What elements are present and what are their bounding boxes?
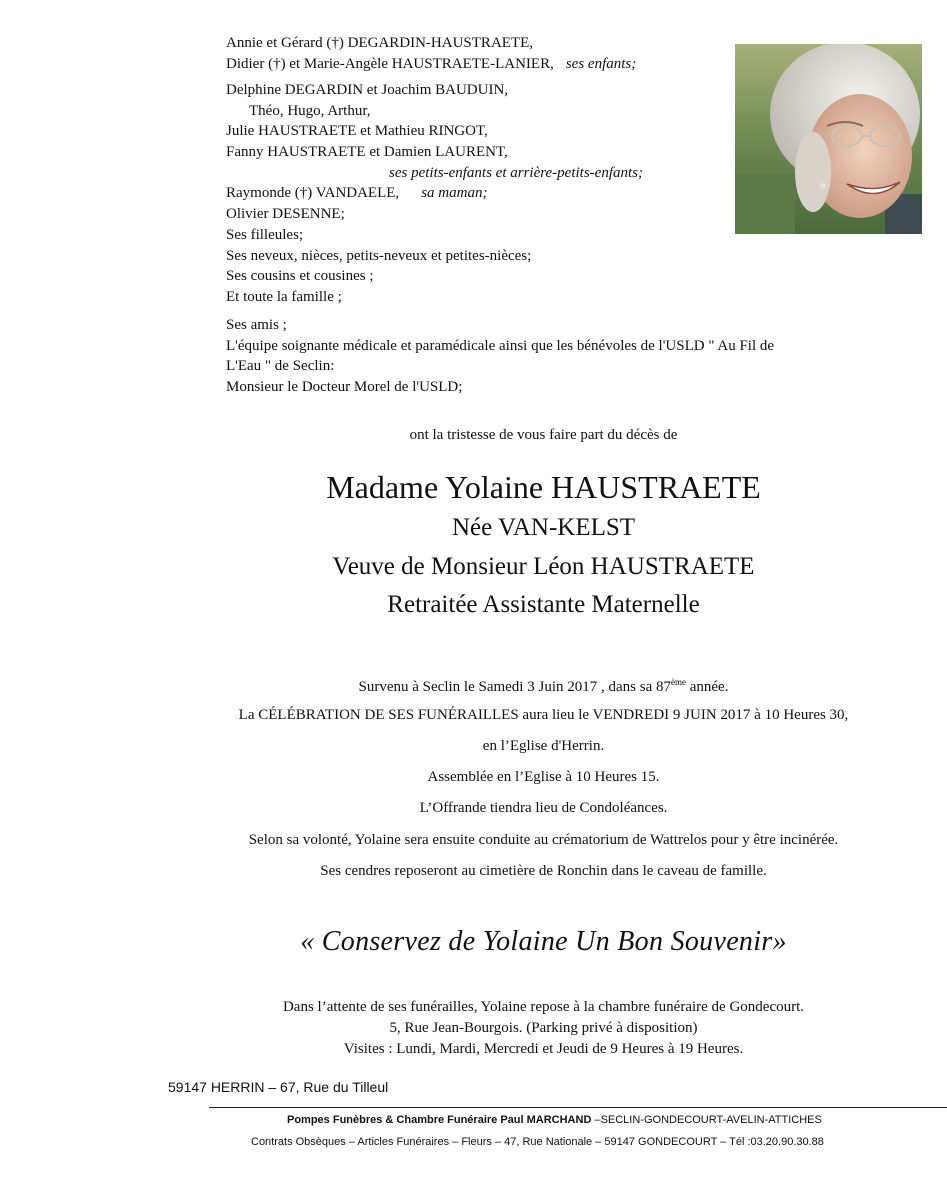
deceased-maiden-name: Née VAN-KELST (451, 514, 636, 541)
deceased-widow: Veuve de Monsieur Léon HAUSTRAETE (332, 553, 755, 580)
family-line: L'Eau " de Seclin: (226, 358, 335, 375)
family-line: Ses cousins et cousines ; (226, 268, 374, 285)
family-line (226, 163, 643, 184)
funeral-home-line (287, 1114, 822, 1126)
family-line: Fanny HAUSTRAETE et Damien LAURENT, (226, 144, 508, 161)
deceased-occupation: Retraitée Assistante Maternelle (387, 591, 700, 618)
family-line: Didier (†) et Marie-Angèle HAUSTRAETE-LANIER, ses enfants; (226, 55, 637, 72)
family-line: Ses amis ; (226, 317, 287, 333)
family-list (226, 33, 636, 74)
family-line: Monsieur le Docteur Morel de l'USLD; (226, 379, 463, 396)
motto: « Conservez de Yolaine Un Bon Souvenir» (300, 926, 787, 957)
footer-divider (209, 1107, 947, 1108)
family-list-grandchildren (226, 80, 643, 308)
portrait-image (735, 44, 922, 234)
visit-line-3: Visites : Lundi, Mardi, Mercredi et Jeudi de 9 Heures à 19 Heures. (343, 1041, 744, 1057)
family-line: Olivier DESENNE; (226, 206, 345, 223)
portrait-photo (735, 44, 922, 234)
ashes-note: Ses cendres reposeront au cimetière de Ronchin dans le caveau de famille. (320, 863, 767, 879)
death-details: Survenu à Seclin le Samedi 3 Juin 2017 , dans sa 87ème année. (358, 677, 729, 695)
assembly-time: Assemblée en l’Eglise à 10 Heures 15. (427, 769, 660, 785)
visit-line-1: Dans l’attente de ses funérailles, Yolaine repose à la chambre funéraire de Gondecourt. (282, 999, 805, 1015)
church-location: en l’Eglise d'Herrin. (482, 738, 605, 754)
ceremony-details: La CÉLÉBRATION DE SES FUNÉRAILLES aura lieu le VENDREDI 9 JUIN 2017 à 10 Heures 30, (238, 707, 849, 723)
family-line: Ses filleules; (226, 226, 304, 243)
family-line: Delphine DEGARDIN et Joachim BAUDUIN, (226, 82, 509, 98)
family-line: Ses neveux, nièces, petits-neveux et petites-nièces; (226, 247, 532, 264)
family-note: sa maman; (421, 185, 488, 202)
cremation-note: Selon sa volonté, Yolaine sera ensuite conduite au crématorium de Wattrelos pour y être incinérée. (248, 832, 839, 848)
offering-note: L’Offrande tiendra lieu de Condoléances. (419, 800, 668, 816)
visit-line-2: 5, Rue Jean-Bourgois. (Parking privé à disposition) (389, 1020, 698, 1036)
family-line: Annie et Gérard (†) DEGARDIN-HAUSTRAETE, (226, 35, 534, 51)
deceased-name: Madame Yolaine HAUSTRAETE (326, 469, 761, 505)
family-address: 59147 HERRIN – 67, Rue du Tilleul (168, 1079, 389, 1095)
family-note: ses enfants; (565, 55, 637, 72)
family-note: ses petits-enfants et arrière-petits-enfants; (389, 164, 643, 181)
family-line: Théo, Hugo, Arthur, (249, 102, 371, 119)
family-list-friends (226, 315, 774, 398)
funeral-home-locations: –SECLIN-GONDECOURT-AVELIN-ATTICHES (591, 1114, 822, 1126)
family-line: L'équipe soignante médicale et paramédicale ainsi que les bénévoles de l'USLD " Au Fil de (226, 337, 775, 354)
funeral-home-name: Pompes Funèbres & Chambre Funéraire Paul MARCHAND (287, 1114, 592, 1126)
funeral-home-services: Contrats Obsèques – Articles Funéraires – Fleurs – 47, Rue Nationale – 59147 GONDECOURT – Tél :03.20.90.30.88 (251, 1136, 824, 1148)
family-line: Et toute la famille ; (226, 288, 342, 305)
family-line: Julie HAUSTRAETE et Mathieu RINGOT, (226, 123, 488, 140)
announcement: ont la tristesse de vous faire part du décès de (409, 427, 678, 443)
family-line: Raymonde (†) VANDAELE, sa maman; (226, 185, 488, 202)
